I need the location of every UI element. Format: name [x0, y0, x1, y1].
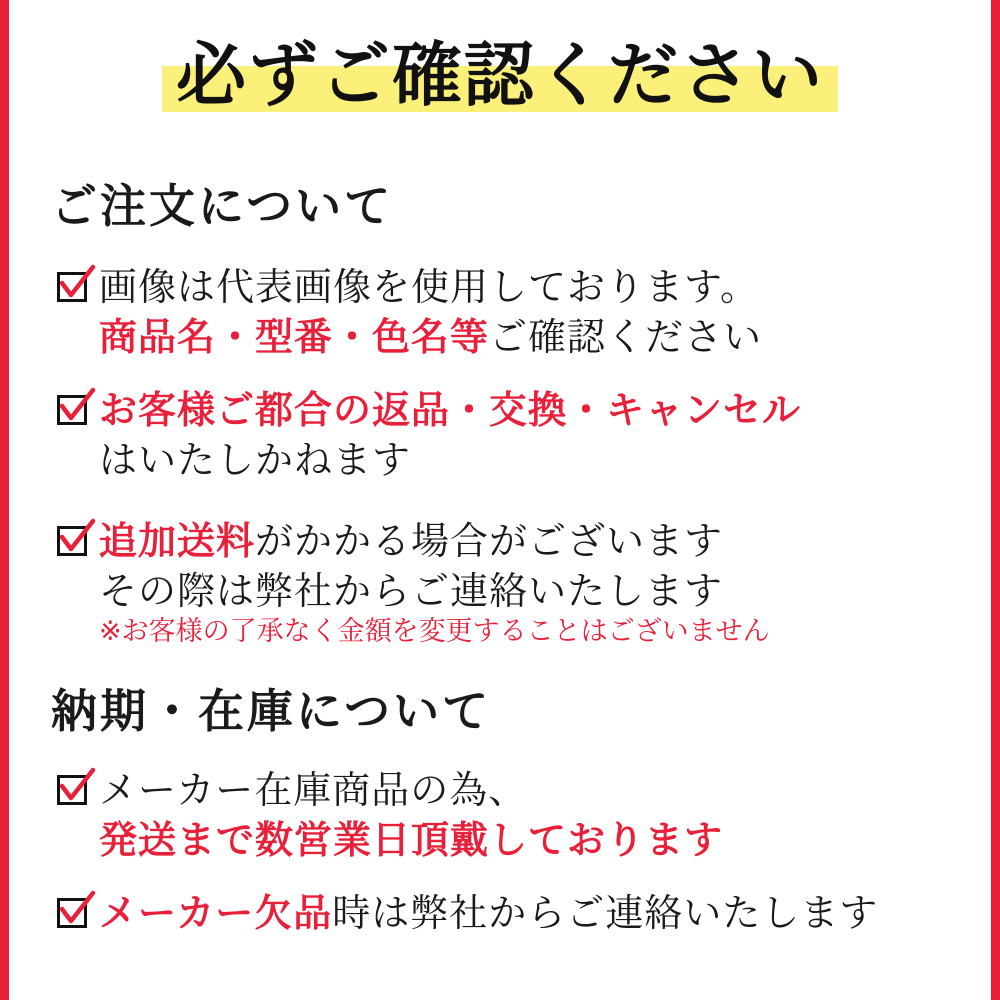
list-item-line-part: 商品名・型番・色名等: [99, 315, 490, 360]
list-item-line-part: ご確認ください: [489, 315, 763, 360]
list-item-line: 画像は代表画像を使用しております。: [99, 265, 759, 309]
list-item-lines: [99, 385, 991, 485]
section-heading-order: ご注文について: [51, 179, 394, 233]
list-item: [55, 888, 878, 938]
list-item-note: ※お客様の了承なく金額を変更することはございません: [99, 616, 770, 648]
checkbox-checked-icon: [55, 522, 93, 560]
list-item-line: はいたしかねます: [99, 438, 412, 483]
checkbox-checked-icon: [55, 268, 93, 306]
list-item-lines: [99, 888, 878, 938]
list-item-line: その際は弊社からご連絡いたします: [99, 569, 724, 614]
checkbox-checked-icon: [55, 894, 93, 932]
list-item-line-part: メーカー欠品: [99, 891, 333, 935]
list-item: [55, 516, 991, 649]
notice-content: [9, 0, 991, 1000]
list-item-line-part: 追加送料: [99, 519, 256, 563]
list-item-line: お客様ご都合の返品・交換・キャンセル: [99, 388, 802, 432]
list-item: [55, 385, 991, 485]
checkbox-checked-icon: [55, 391, 93, 429]
list-item-lines: [99, 765, 991, 865]
list-item-line: [99, 891, 878, 935]
list-item-line: メーカー在庫商品の為、: [99, 768, 528, 812]
list-item: [55, 262, 991, 362]
page-title: [162, 34, 838, 120]
section-heading-delivery: 納期・在庫について: [51, 684, 492, 738]
list-item-line: [99, 315, 762, 359]
checkbox-checked-icon: [55, 771, 93, 809]
page-title-wrap: [9, 34, 991, 120]
list-item-line: 発送まで数営業日頂戴しております: [99, 818, 724, 863]
list-item-line: [99, 519, 723, 563]
list-item-lines: [99, 262, 991, 362]
list-item-lines: [99, 516, 991, 649]
list-item: [55, 765, 991, 865]
page-title-text: 必ずご確認ください: [176, 34, 824, 116]
list-item-line-part: がかかる場合がございます: [255, 519, 724, 563]
list-item-line-part: 時は弊社からご連絡いたします: [332, 891, 879, 935]
